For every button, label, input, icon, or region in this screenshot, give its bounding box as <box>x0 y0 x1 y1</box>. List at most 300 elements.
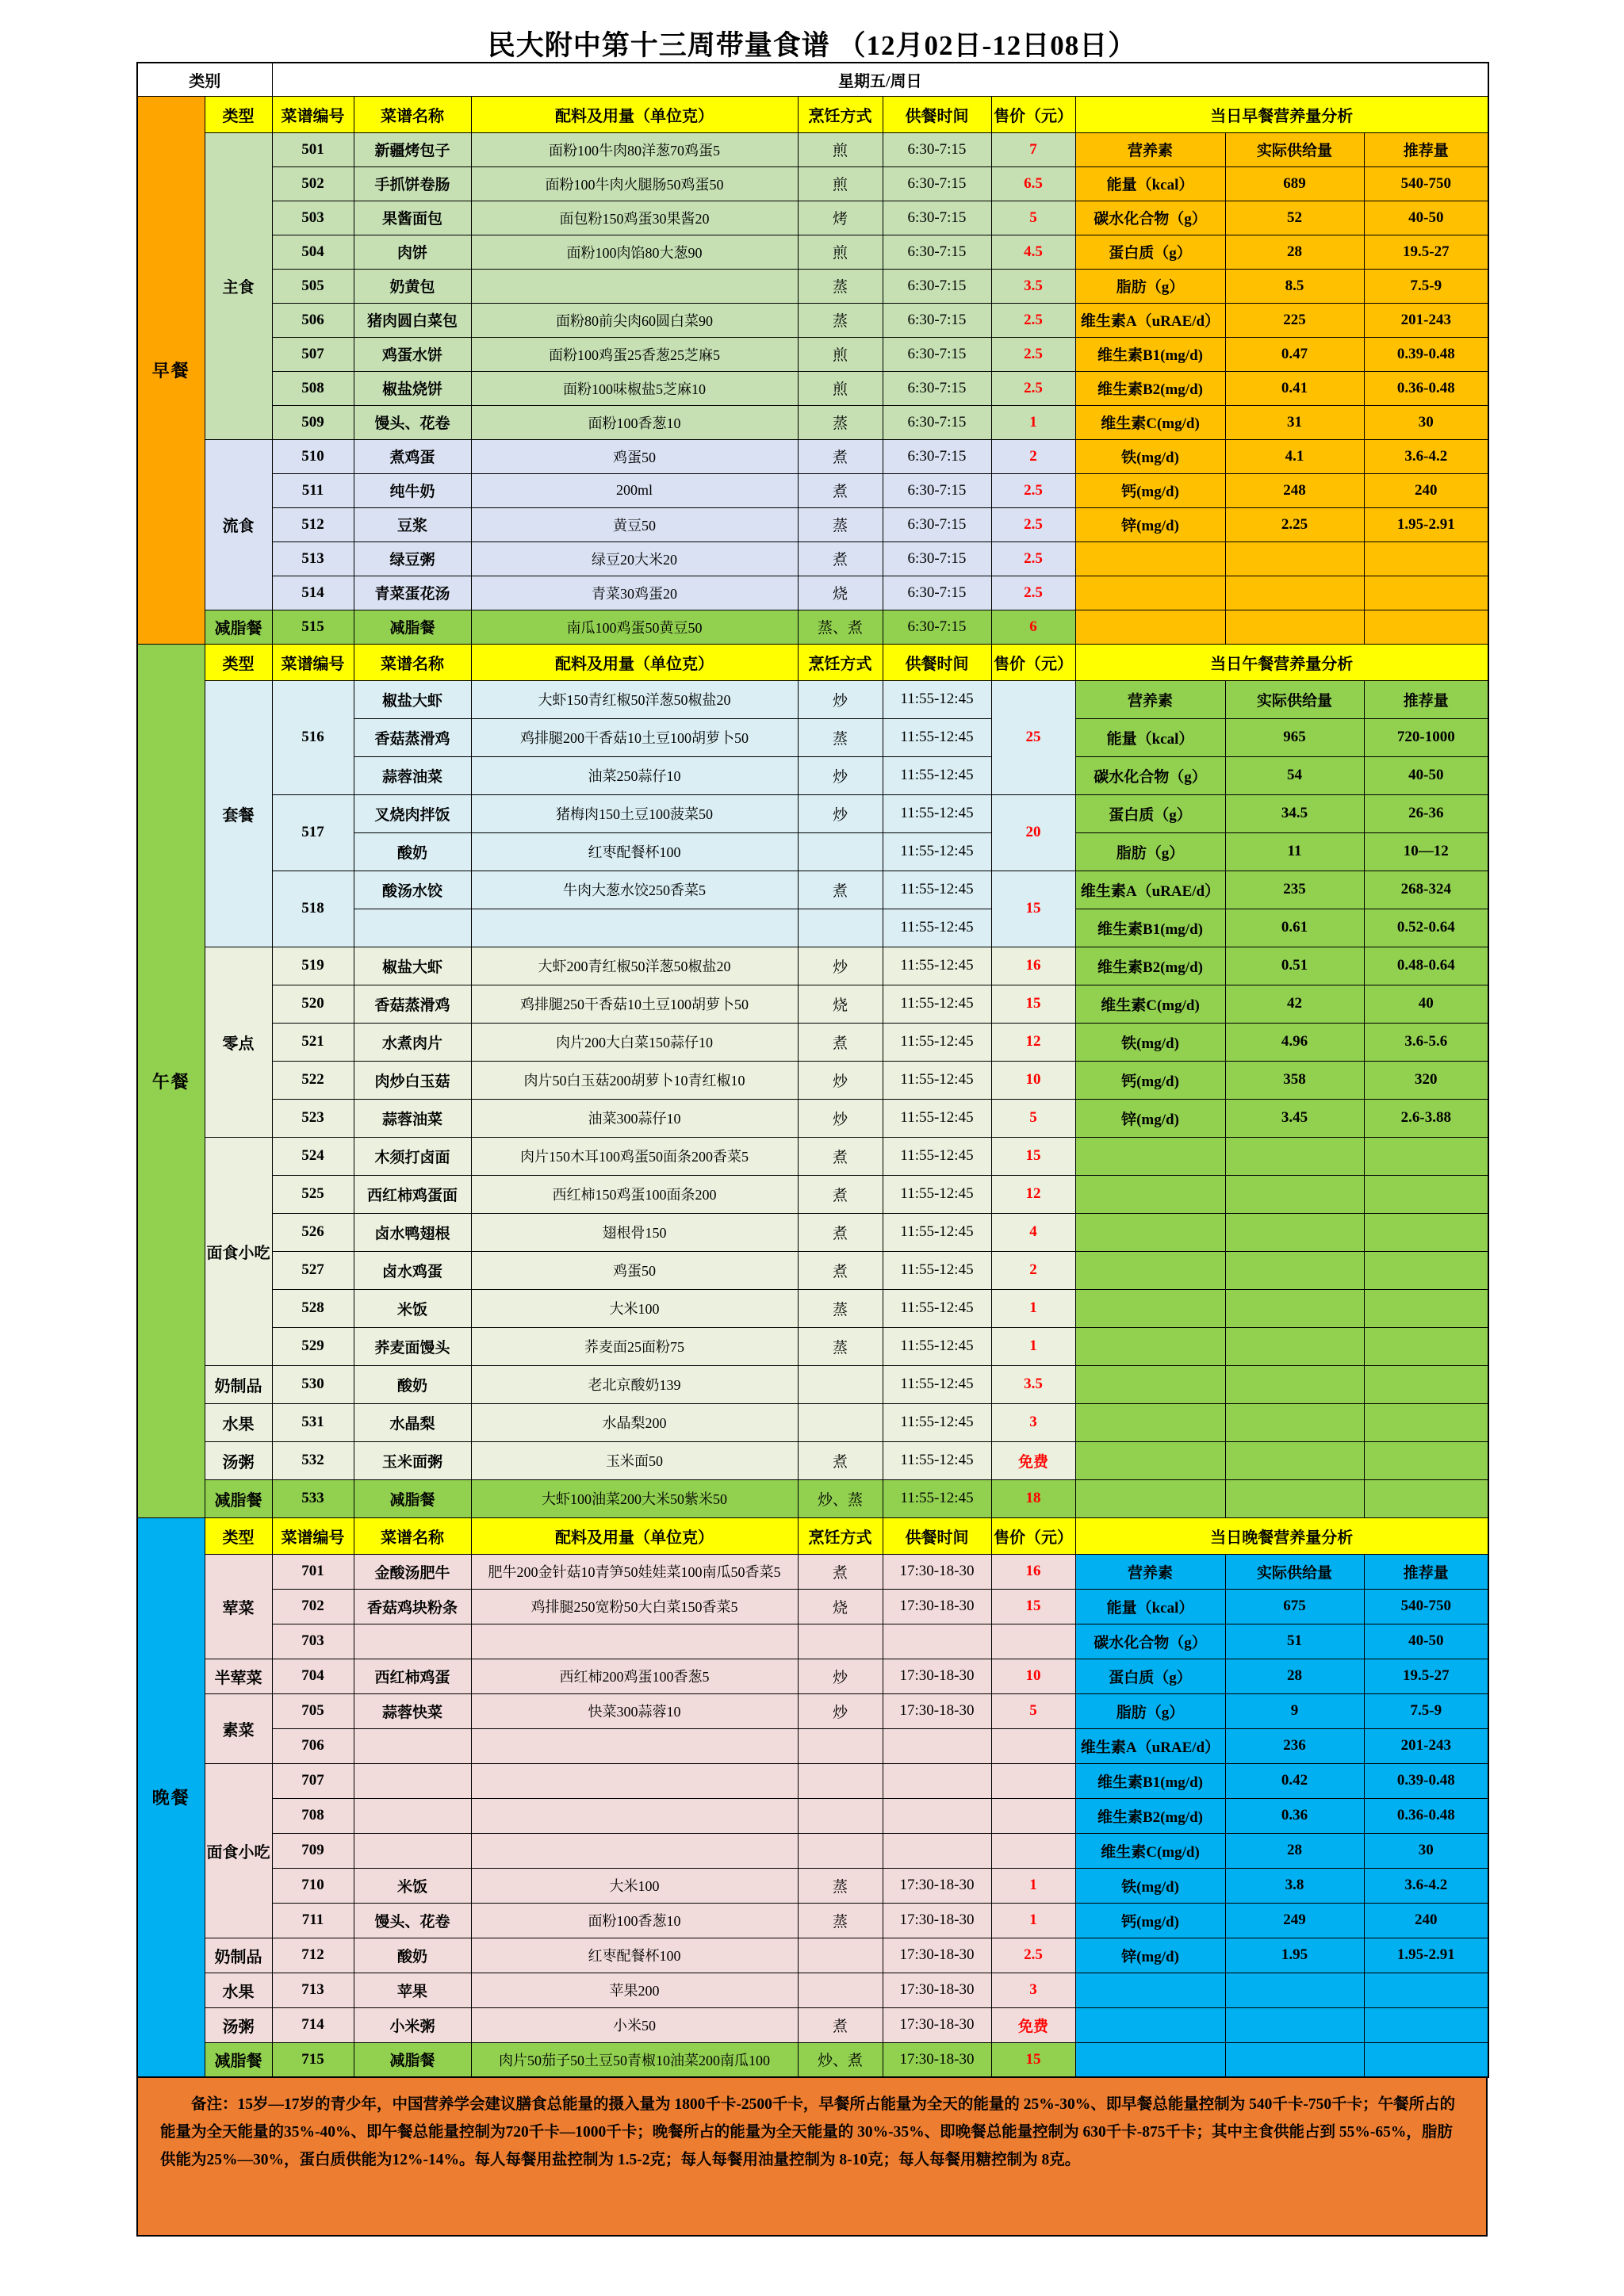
cooking-method: 煮 <box>798 1213 883 1251</box>
nutrient-actual <box>1225 1479 1364 1517</box>
dish-name: 叉烧肉拌饭 <box>354 794 471 832</box>
nutrient-recommended: 0.36-0.48 <box>1364 1798 1488 1833</box>
price-cell: 20 <box>991 794 1075 871</box>
nutrient-actual: 689 <box>1225 166 1364 201</box>
cooking-method: 蒸 <box>798 1327 883 1365</box>
column-header-5: 供餐时间 <box>883 96 991 132</box>
dish-name: 果酱面包 <box>354 201 471 235</box>
category-header-cell: 类别 <box>137 63 272 96</box>
nutrient-recommended: 30 <box>1364 405 1488 439</box>
dish-type-cell: 素菜 <box>205 1693 272 1763</box>
nutrient-name: 钙(mg/d) <box>1075 1903 1225 1938</box>
cooking-method: 烧 <box>798 1589 883 1624</box>
nutrient-actual <box>1225 1213 1364 1251</box>
nutrient-recommended: 0.36-0.48 <box>1364 371 1488 405</box>
dish-name: 肉饼 <box>354 235 471 269</box>
dish-ingredients: 大虾150青红椒50洋葱50椒盐20 <box>471 680 798 718</box>
nutrient-recommended: 0.48-0.64 <box>1364 947 1488 985</box>
dish-name: 馒头、花卷 <box>354 405 471 439</box>
cooking-method: 煮 <box>798 1023 883 1061</box>
cooking-method: 炒 <box>798 947 883 985</box>
dish-name: 米饭 <box>354 1868 471 1903</box>
dish-name: 蒜蓉油菜 <box>354 756 471 794</box>
price-cell: 2 <box>991 1251 1075 1289</box>
dish-name: 煮鸡蛋 <box>354 439 471 473</box>
dish-number: 515 <box>272 610 354 644</box>
nutrient-actual: 28 <box>1225 235 1364 269</box>
cooking-method <box>798 1624 883 1659</box>
nutrient-actual: 42 <box>1225 985 1364 1023</box>
dish-type-cell: 减脂餐 <box>205 1479 272 1517</box>
column-header-2: 菜谱名称 <box>354 644 471 680</box>
dish-ingredients: 青菜30鸡蛋20 <box>471 576 798 610</box>
price-cell: 10 <box>991 1061 1075 1099</box>
nutrient-recommended: 19.5-27 <box>1364 235 1488 269</box>
cooking-method: 蒸 <box>798 718 883 756</box>
cooking-method: 煮 <box>798 2007 883 2042</box>
dish-name: 椒盐烧饼 <box>354 371 471 405</box>
cooking-method: 炒 <box>798 1659 883 1693</box>
price-cell <box>991 1798 1075 1833</box>
dish-number: 502 <box>272 166 354 201</box>
serving-time: 11:55-12:45 <box>883 909 991 947</box>
nutrient-recommended: 7.5-9 <box>1364 1693 1488 1728</box>
serving-time: 17:30-18-30 <box>883 1973 991 2007</box>
dish-ingredients: 小米50 <box>471 2007 798 2042</box>
dish-type-cell: 奶制品 <box>205 1938 272 1973</box>
dish-ingredients: 红枣配餐杯100 <box>471 1938 798 1973</box>
dish-ingredients: 面粉100味椒盐5芝麻10 <box>471 371 798 405</box>
serving-time: 11:55-12:45 <box>883 1061 991 1099</box>
serving-time: 11:55-12:45 <box>883 1479 991 1517</box>
cooking-method: 煎 <box>798 371 883 405</box>
dish-type-cell: 减脂餐 <box>205 2042 272 2077</box>
nutrient-name: 铁(mg/d) <box>1075 439 1225 473</box>
nutrient-recommended <box>1364 1137 1488 1175</box>
nutrient-name: 维生素A（uRAE/d） <box>1075 1728 1225 1763</box>
nutrient-actual: 0.47 <box>1225 337 1364 371</box>
dish-ingredients: 肉片200大白菜150蒜仔10 <box>471 1023 798 1061</box>
nutrient-name: 碳水化合物（g） <box>1075 201 1225 235</box>
dish-type-cell: 汤粥 <box>205 1441 272 1479</box>
dish-ingredients: 大米100 <box>471 1289 798 1327</box>
serving-time: 17:30-18-30 <box>883 2007 991 2042</box>
serving-time: 6:30-7:15 <box>883 610 991 644</box>
dish-ingredients: 肉片150木耳100鸡蛋50面条200香菜5 <box>471 1137 798 1175</box>
serving-time: 11:55-12:45 <box>883 871 991 909</box>
dish-ingredients: 面粉100香葱10 <box>471 405 798 439</box>
column-header-2: 菜谱名称 <box>354 1517 471 1554</box>
dish-ingredients: 老北京酸奶139 <box>471 1365 798 1403</box>
nutrient-name <box>1075 1479 1225 1517</box>
dish-number: 530 <box>272 1365 354 1403</box>
nutrient-name: 铁(mg/d) <box>1075 1868 1225 1903</box>
nutrient-recommended: 240 <box>1364 473 1488 507</box>
dish-ingredients: 西红柿150鸡蛋100面条200 <box>471 1175 798 1213</box>
cooking-method: 烧 <box>798 576 883 610</box>
nutrient-name: 维生素C(mg/d) <box>1075 1833 1225 1868</box>
dish-number: 512 <box>272 507 354 541</box>
meal-section-label-dinner: 晚餐 <box>137 1517 205 2077</box>
dish-ingredients: 大虾100油菜200大米50紫米50 <box>471 1479 798 1517</box>
nutrient-name: 营养素 <box>1075 132 1225 166</box>
dish-number: 501 <box>272 132 354 166</box>
cooking-method: 煮 <box>798 439 883 473</box>
price-cell: 2.5 <box>991 507 1075 541</box>
nutrient-actual <box>1225 1175 1364 1213</box>
cooking-method: 煎 <box>798 235 883 269</box>
price-cell: 4 <box>991 1213 1075 1251</box>
serving-time: 11:55-12:45 <box>883 1175 991 1213</box>
cooking-method: 煮 <box>798 1175 883 1213</box>
dish-name: 西红柿鸡蛋面 <box>354 1175 471 1213</box>
nutrient-actual: 675 <box>1225 1589 1364 1624</box>
dish-number: 526 <box>272 1213 354 1251</box>
cooking-method: 炒、煮 <box>798 2042 883 2077</box>
weekday-header-cell: 星期五/周日 <box>272 63 1488 96</box>
nutrient-actual: 236 <box>1225 1728 1364 1763</box>
nutrient-recommended <box>1364 1327 1488 1365</box>
nutrient-actual <box>1225 1327 1364 1365</box>
nutrient-recommended: 40-50 <box>1364 1624 1488 1659</box>
nutrient-name: 钙(mg/d) <box>1075 473 1225 507</box>
nutrient-recommended: 0.52-0.64 <box>1364 909 1488 947</box>
price-cell: 免费 <box>991 1441 1075 1479</box>
dish-name: 香菇蒸滑鸡 <box>354 985 471 1023</box>
nutrient-actual: 358 <box>1225 1061 1364 1099</box>
nutrient-actual <box>1225 1137 1364 1175</box>
price-cell: 7 <box>991 132 1075 166</box>
nutrient-actual: 0.36 <box>1225 1798 1364 1833</box>
dish-number: 704 <box>272 1659 354 1693</box>
serving-time: 11:55-12:45 <box>883 1403 991 1441</box>
notes-text: 备注：15岁—17岁的青少年，中国营养学会建议膳食总能量的摄入量为 1800千卡-2500千卡，早餐所占能量为全天的能量的 25%-30%、即早餐总能量控制为 540千卡-750千卡；午餐所占的能量为全天能量的35%-40%、即午餐总能量控制为720千卡—1000千卡；晚餐所占的能量为全天能量的 30%-35%、即晚餐总能量控制为 630千卡-875千卡；其中主食供能占到 55%-65%，脂肪供能为25%—30%，蛋白质供能为12%-14%。每人每餐用盐控制为 1.5-2克；每人每餐用油量控制为 8-10克；每人每餐用糖控制为 8克。 <box>136 2078 1488 2237</box>
cooking-method <box>798 832 883 871</box>
dish-ingredients: 苹果200 <box>471 1973 798 2007</box>
dish-name <box>354 1624 471 1659</box>
dish-number: 706 <box>272 1728 354 1763</box>
serving-time: 17:30-18-30 <box>883 1868 991 1903</box>
serving-time: 6:30-7:15 <box>883 541 991 576</box>
nutrient-actual <box>1225 1403 1364 1441</box>
nutrient-name <box>1075 1973 1225 2007</box>
price-cell: 2.5 <box>991 576 1075 610</box>
cooking-method: 煎 <box>798 337 883 371</box>
nutrient-actual: 52 <box>1225 201 1364 235</box>
price-cell: 2.5 <box>991 541 1075 576</box>
serving-time: 6:30-7:15 <box>883 166 991 201</box>
cooking-method: 煮 <box>798 473 883 507</box>
column-header-6: 售价（元） <box>991 1517 1075 1554</box>
dish-ingredients: 荞麦面25面粉75 <box>471 1327 798 1365</box>
serving-time <box>883 1728 991 1763</box>
dish-ingredients: 油菜300蒜仔10 <box>471 1099 798 1137</box>
serving-time: 11:55-12:45 <box>883 1365 991 1403</box>
nutrient-recommended: 10—12 <box>1364 832 1488 871</box>
dish-name: 椒盐大虾 <box>354 680 471 718</box>
price-cell: 16 <box>991 947 1075 985</box>
nutrient-name: 维生素B2(mg/d) <box>1075 371 1225 405</box>
dish-number: 518 <box>272 871 354 947</box>
nutrient-name <box>1075 2007 1225 2042</box>
dish-name: 猪肉圆白菜包 <box>354 303 471 337</box>
price-cell <box>991 1833 1075 1868</box>
dish-ingredients: 黄豆50 <box>471 507 798 541</box>
serving-time: 11:55-12:45 <box>883 832 991 871</box>
price-cell: 3 <box>991 1403 1075 1441</box>
dish-type-cell: 荤菜 <box>205 1554 272 1659</box>
cooking-method: 蒸 <box>798 303 883 337</box>
serving-time: 11:55-12:45 <box>883 985 991 1023</box>
cooking-method: 蒸 <box>798 1289 883 1327</box>
nutrient-actual: 8.5 <box>1225 269 1364 303</box>
serving-time: 11:55-12:45 <box>883 1137 991 1175</box>
nutrient-name: 碳水化合物（g） <box>1075 756 1225 794</box>
dish-name: 酸汤水饺 <box>354 871 471 909</box>
price-cell: 1 <box>991 1289 1075 1327</box>
serving-time <box>883 1798 991 1833</box>
cooking-method <box>798 1763 883 1798</box>
dish-ingredients <box>471 1763 798 1798</box>
column-header-5: 供餐时间 <box>883 1517 991 1554</box>
meal-section-label-lunch: 午餐 <box>137 644 205 1517</box>
column-header-4: 烹饪方式 <box>798 644 883 680</box>
nutrient-recommended <box>1364 1479 1488 1517</box>
cooking-method: 蒸 <box>798 507 883 541</box>
dish-ingredients: 面粉100牛肉80洋葱70鸡蛋5 <box>471 132 798 166</box>
nutrient-recommended <box>1364 2007 1488 2042</box>
nutrient-actual <box>1225 1365 1364 1403</box>
dish-number: 703 <box>272 1624 354 1659</box>
nutrient-actual: 实际供给量 <box>1225 132 1364 166</box>
dish-ingredients <box>471 1833 798 1868</box>
nutrient-actual: 31 <box>1225 405 1364 439</box>
nutrient-name <box>1075 1213 1225 1251</box>
analysis-header: 当日晚餐营养量分析 <box>1075 1517 1488 1554</box>
dish-name: 荞麦面馒头 <box>354 1327 471 1365</box>
nutrient-recommended: 540-750 <box>1364 166 1488 201</box>
dish-name: 香菇鸡块粉条 <box>354 1589 471 1624</box>
dish-ingredients: 面粉100鸡蛋25香葱25芝麻5 <box>471 337 798 371</box>
nutrient-recommended: 19.5-27 <box>1364 1659 1488 1693</box>
price-cell: 12 <box>991 1175 1075 1213</box>
dish-name: 酸奶 <box>354 1365 471 1403</box>
price-cell: 25 <box>991 680 1075 794</box>
dish-number: 710 <box>272 1868 354 1903</box>
nutrient-name: 维生素C(mg/d) <box>1075 405 1225 439</box>
dish-name: 馒头、花卷 <box>354 1903 471 1938</box>
cooking-method: 炒 <box>798 680 883 718</box>
nutrient-actual: 0.61 <box>1225 909 1364 947</box>
dish-type-cell: 汤粥 <box>205 2007 272 2042</box>
nutrient-recommended: 3.6-4.2 <box>1364 1868 1488 1903</box>
dish-name <box>354 1728 471 1763</box>
price-cell: 6 <box>991 610 1075 644</box>
cooking-method <box>798 1973 883 2007</box>
dish-type-cell: 主食 <box>205 132 272 439</box>
cooking-method <box>798 1833 883 1868</box>
nutrient-actual <box>1225 576 1364 610</box>
nutrient-name: 维生素A（uRAE/d） <box>1075 871 1225 909</box>
serving-time: 11:55-12:45 <box>883 1441 991 1479</box>
meal-section-label-breakfast: 早餐 <box>137 96 205 644</box>
dish-number: 527 <box>272 1251 354 1289</box>
dish-ingredients <box>471 909 798 947</box>
cooking-method: 炒 <box>798 794 883 832</box>
dish-number: 522 <box>272 1061 354 1099</box>
dish-type-cell: 奶制品 <box>205 1365 272 1403</box>
column-header-3: 配料及用量（单位克） <box>471 96 798 132</box>
nutrient-name: 能量（kcal） <box>1075 718 1225 756</box>
cooking-method: 蒸 <box>798 1868 883 1903</box>
dish-ingredients <box>471 1624 798 1659</box>
dish-ingredients: 水晶梨200 <box>471 1403 798 1441</box>
column-header-6: 售价（元） <box>991 644 1075 680</box>
nutrient-recommended <box>1364 1441 1488 1479</box>
price-cell: 1 <box>991 1868 1075 1903</box>
dish-number: 520 <box>272 985 354 1023</box>
price-cell: 4.5 <box>991 235 1075 269</box>
analysis-header: 当日午餐营养量分析 <box>1075 644 1488 680</box>
dish-name: 青菜蛋花汤 <box>354 576 471 610</box>
dish-number: 505 <box>272 269 354 303</box>
price-cell: 2 <box>991 439 1075 473</box>
nutrient-recommended: 40-50 <box>1364 756 1488 794</box>
cooking-method: 蒸 <box>798 269 883 303</box>
serving-time: 6:30-7:15 <box>883 303 991 337</box>
serving-time <box>883 1833 991 1868</box>
nutrient-actual: 34.5 <box>1225 794 1364 832</box>
dish-ingredients: 大虾200青红椒50洋葱50椒盐20 <box>471 947 798 985</box>
serving-time: 11:55-12:45 <box>883 718 991 756</box>
price-cell: 2.5 <box>991 371 1075 405</box>
dish-name: 蒜蓉油菜 <box>354 1099 471 1137</box>
price-cell: 3.5 <box>991 1365 1075 1403</box>
nutrient-actual <box>1225 1289 1364 1327</box>
nutrient-recommended <box>1364 2042 1488 2077</box>
dish-number: 707 <box>272 1763 354 1798</box>
nutrient-actual: 9 <box>1225 1693 1364 1728</box>
column-header-0: 类型 <box>205 644 272 680</box>
serving-time: 17:30-18-30 <box>883 1659 991 1693</box>
nutrient-name: 锌(mg/d) <box>1075 1938 1225 1973</box>
dish-name <box>354 1833 471 1868</box>
serving-time: 6:30-7:15 <box>883 371 991 405</box>
nutrient-recommended: 201-243 <box>1364 303 1488 337</box>
nutrient-name: 维生素B2(mg/d) <box>1075 1798 1225 1833</box>
menu-table <box>136 62 1489 2078</box>
dish-ingredients: 鸡排腿200干香菇10土豆100胡萝卜50 <box>471 718 798 756</box>
nutrient-actual: 225 <box>1225 303 1364 337</box>
dish-type-cell: 流食 <box>205 439 272 610</box>
dish-number: 517 <box>272 794 354 871</box>
serving-time: 6:30-7:15 <box>883 132 991 166</box>
cooking-method: 蒸、煮 <box>798 610 883 644</box>
nutrient-recommended: 40 <box>1364 985 1488 1023</box>
nutrient-recommended: 3.6-5.6 <box>1364 1023 1488 1061</box>
nutrient-name: 营养素 <box>1075 1554 1225 1589</box>
dish-ingredients: 红枣配餐杯100 <box>471 832 798 871</box>
cooking-method: 蒸 <box>798 1903 883 1938</box>
dish-name: 蒜蓉快菜 <box>354 1693 471 1728</box>
nutrient-actual: 0.51 <box>1225 947 1364 985</box>
dish-name: 酸奶 <box>354 832 471 871</box>
nutrient-actual <box>1225 2007 1364 2042</box>
dish-number: 715 <box>272 2042 354 2077</box>
dish-number: 525 <box>272 1175 354 1213</box>
nutrient-actual: 248 <box>1225 473 1364 507</box>
dish-number: 531 <box>272 1403 354 1441</box>
nutrient-name: 铁(mg/d) <box>1075 1023 1225 1061</box>
dish-name <box>354 1763 471 1798</box>
nutrient-recommended: 0.39-0.48 <box>1364 1763 1488 1798</box>
dish-name: 水晶梨 <box>354 1403 471 1441</box>
dish-number: 513 <box>272 541 354 576</box>
dish-number: 714 <box>272 2007 354 2042</box>
dish-number: 506 <box>272 303 354 337</box>
dish-ingredients: 大米100 <box>471 1868 798 1903</box>
dish-number: 713 <box>272 1973 354 2007</box>
cooking-method: 蒸 <box>798 405 883 439</box>
dish-ingredients: 面粉100肉馅80大葱90 <box>471 235 798 269</box>
price-cell <box>991 1763 1075 1798</box>
dish-type-cell: 套餐 <box>205 680 272 947</box>
serving-time: 11:55-12:45 <box>883 947 991 985</box>
nutrient-actual: 实际供给量 <box>1225 680 1364 718</box>
cooking-method: 炒 <box>798 1061 883 1099</box>
nutrient-recommended: 268-324 <box>1364 871 1488 909</box>
nutrient-recommended: 1.95-2.91 <box>1364 1938 1488 1973</box>
dish-name: 奶黄包 <box>354 269 471 303</box>
dish-number: 508 <box>272 371 354 405</box>
nutrient-recommended: 240 <box>1364 1903 1488 1938</box>
dish-name: 椒盐大虾 <box>354 947 471 985</box>
dish-number: 521 <box>272 1023 354 1061</box>
dish-number: 519 <box>272 947 354 985</box>
serving-time: 11:55-12:45 <box>883 756 991 794</box>
nutrient-actual: 3.45 <box>1225 1099 1364 1137</box>
dish-ingredients <box>471 1728 798 1763</box>
price-cell: 15 <box>991 1137 1075 1175</box>
nutrient-recommended: 推荐量 <box>1364 132 1488 166</box>
nutrient-recommended <box>1364 1289 1488 1327</box>
dish-number: 533 <box>272 1479 354 1517</box>
analysis-header: 当日早餐营养量分析 <box>1075 96 1488 132</box>
nutrient-name: 能量（kcal） <box>1075 1589 1225 1624</box>
price-cell: 2.5 <box>991 473 1075 507</box>
price-cell: 16 <box>991 1554 1075 1589</box>
serving-time: 11:55-12:45 <box>883 680 991 718</box>
dish-number: 712 <box>272 1938 354 1973</box>
column-header-1: 菜谱编号 <box>272 96 354 132</box>
price-cell: 10 <box>991 1659 1075 1693</box>
dish-name: 米饭 <box>354 1289 471 1327</box>
nutrient-name <box>1075 1403 1225 1441</box>
serving-time: 11:55-12:45 <box>883 1327 991 1365</box>
nutrient-name <box>1075 1441 1225 1479</box>
nutrient-actual: 249 <box>1225 1903 1364 1938</box>
serving-time: 6:30-7:15 <box>883 473 991 507</box>
dish-name: 豆浆 <box>354 507 471 541</box>
serving-time: 6:30-7:15 <box>883 507 991 541</box>
nutrient-recommended: 3.6-4.2 <box>1364 439 1488 473</box>
cooking-method: 烤 <box>798 201 883 235</box>
nutrient-actual <box>1225 1251 1364 1289</box>
dish-ingredients: 玉米面50 <box>471 1441 798 1479</box>
dish-number: 510 <box>272 439 354 473</box>
serving-time: 17:30-18-30 <box>883 1938 991 1973</box>
dish-number: 523 <box>272 1099 354 1137</box>
